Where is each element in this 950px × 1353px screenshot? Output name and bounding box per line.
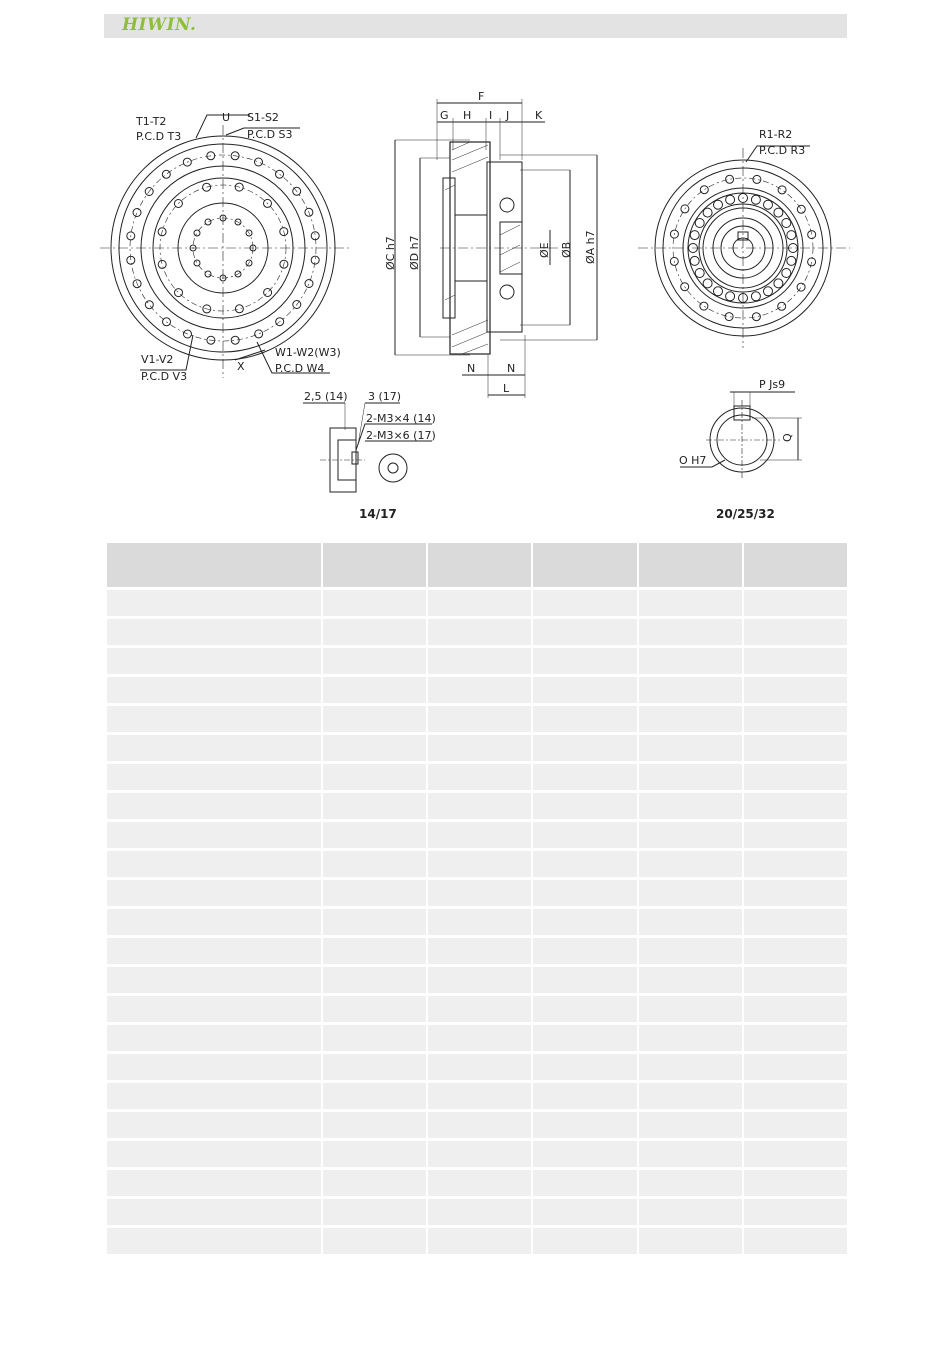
table-cell	[323, 619, 426, 645]
table-row	[107, 706, 847, 732]
table-row	[107, 1199, 847, 1225]
bolt-hole	[764, 200, 773, 209]
table-cell	[533, 735, 636, 761]
table-cell	[744, 1228, 847, 1254]
table-header-cell	[639, 543, 742, 587]
table-cell	[323, 764, 426, 790]
table-cell	[428, 1025, 531, 1051]
label-s1s2: S1-S2	[247, 111, 279, 124]
table-cell	[428, 793, 531, 819]
table-cell	[323, 1025, 426, 1051]
table-cell	[639, 619, 742, 645]
table-cell	[533, 1228, 636, 1254]
table-cell	[428, 648, 531, 674]
table-row	[107, 648, 847, 674]
bolt-hole	[162, 170, 170, 178]
bolt-hole	[782, 219, 791, 228]
bolt-hole	[231, 336, 239, 344]
label-o: O H7	[679, 454, 707, 467]
bolt-hole	[133, 209, 141, 217]
bolt-hole	[703, 208, 712, 217]
bolt-hole	[175, 289, 183, 297]
table-row	[107, 1141, 847, 1167]
table-cell	[639, 880, 742, 906]
table-cell	[639, 1141, 742, 1167]
table-cell	[323, 967, 426, 993]
table-cell	[107, 764, 321, 790]
table-cell	[107, 1141, 321, 1167]
table-cell	[639, 909, 742, 935]
technical-drawing	[0, 0, 950, 530]
label-pcd-t3: P.C.D T3	[136, 130, 182, 143]
table-cell	[744, 706, 847, 732]
table-cell	[428, 1170, 531, 1196]
label-i: I	[489, 109, 493, 122]
table-cell	[639, 590, 742, 616]
bolt-hole	[752, 313, 760, 321]
table-cell	[744, 793, 847, 819]
table-row	[107, 822, 847, 848]
table-row	[107, 996, 847, 1022]
table-cell	[639, 822, 742, 848]
table-row	[107, 938, 847, 964]
table-cell	[533, 706, 636, 732]
bolt-hole	[194, 260, 200, 266]
table-header-cell	[533, 543, 636, 587]
table-row	[107, 735, 847, 761]
bolt-hole	[725, 313, 733, 321]
label-w1w2: W1-W2(W3)	[275, 346, 341, 359]
bolt-hole	[205, 219, 211, 225]
bolt-hole	[690, 231, 699, 240]
table-cell	[744, 590, 847, 616]
label-e: ØE	[538, 242, 551, 258]
label-u: U	[222, 111, 231, 124]
table-cell	[107, 1199, 321, 1225]
label-a: ØA h7	[584, 230, 597, 264]
label-g: G	[440, 109, 449, 122]
table-cell	[533, 1083, 636, 1109]
table-cell	[323, 735, 426, 761]
bolt-hole	[787, 256, 796, 265]
table-cell	[744, 648, 847, 674]
table-cell	[533, 677, 636, 703]
table-cell	[428, 619, 531, 645]
table-row	[107, 851, 847, 877]
table-cell	[428, 822, 531, 848]
table-cell	[107, 1170, 321, 1196]
table-cell	[428, 1112, 531, 1138]
table-cell	[639, 1054, 742, 1080]
table-cell	[428, 1199, 531, 1225]
table-cell	[639, 1083, 742, 1109]
table-cell	[323, 1199, 426, 1225]
table-cell	[428, 1141, 531, 1167]
bolt-hole	[255, 330, 263, 338]
table-cell	[323, 648, 426, 674]
table-cell	[533, 793, 636, 819]
bolt-hole	[158, 260, 166, 268]
bolt-hole	[203, 183, 211, 191]
label-h: H	[463, 109, 472, 122]
label-j: J	[506, 109, 510, 122]
table-body	[107, 590, 847, 1254]
table-cell	[533, 648, 636, 674]
label-v1v2: V1-V2	[141, 353, 174, 366]
table-cell	[428, 880, 531, 906]
table-cell	[428, 938, 531, 964]
label-b: ØB	[560, 241, 573, 258]
table-cell	[744, 1141, 847, 1167]
table-cell	[107, 967, 321, 993]
bolt-hole	[255, 158, 263, 166]
table-cell	[744, 996, 847, 1022]
table-cell	[428, 735, 531, 761]
table-row	[107, 967, 847, 993]
label-r1r2: R1-R2	[759, 128, 793, 141]
table-row	[107, 1170, 847, 1196]
table-cell	[533, 967, 636, 993]
table-cell	[744, 938, 847, 964]
table-cell	[744, 851, 847, 877]
front-view-right	[638, 146, 850, 348]
bolt-hole	[681, 205, 689, 213]
table-row	[107, 764, 847, 790]
table-cell	[744, 677, 847, 703]
table-cell	[744, 880, 847, 906]
table-cell	[107, 590, 321, 616]
table-cell	[533, 1170, 636, 1196]
bolt-hole	[264, 289, 272, 297]
table-cell	[323, 793, 426, 819]
table-cell	[323, 677, 426, 703]
table-cell	[533, 1199, 636, 1225]
label-m3x4: 2-M3×4 (14)	[366, 412, 436, 425]
table-cell	[107, 822, 321, 848]
table-cell	[428, 996, 531, 1022]
label-x: X	[237, 360, 245, 373]
bolt-hole	[145, 301, 153, 309]
table-cell	[428, 706, 531, 732]
table-header-row	[107, 543, 847, 587]
bolt-hole	[751, 292, 760, 301]
table-cell	[428, 764, 531, 790]
label-l: L	[503, 382, 510, 395]
caption-right: 20/25/32	[716, 507, 775, 521]
label-p: P Js9	[759, 378, 786, 391]
table-cell	[428, 851, 531, 877]
bolt-hole	[695, 219, 704, 228]
table-cell	[107, 735, 321, 761]
table-row	[107, 1054, 847, 1080]
label-t1t2: T1-T2	[136, 115, 167, 128]
table-cell	[533, 851, 636, 877]
bolt-hole	[797, 205, 805, 213]
label-c: ØC h7	[384, 236, 397, 270]
bolt-hole	[782, 269, 791, 278]
table-cell	[107, 648, 321, 674]
table-cell	[107, 619, 321, 645]
table-cell	[744, 1054, 847, 1080]
table-cell	[323, 1083, 426, 1109]
table-row	[107, 1228, 847, 1254]
table-cell	[107, 706, 321, 732]
table-cell	[323, 1228, 426, 1254]
table-cell	[533, 938, 636, 964]
table-cell	[428, 1083, 531, 1109]
table-cell	[428, 590, 531, 616]
bolt-hole	[194, 230, 200, 236]
table-cell	[639, 938, 742, 964]
table-cell	[639, 764, 742, 790]
bolt-hole	[751, 195, 760, 204]
label-n-left: N	[467, 362, 476, 375]
table-cell	[107, 851, 321, 877]
bolt-hole	[714, 287, 723, 296]
table-cell	[107, 1025, 321, 1051]
table-cell	[323, 1170, 426, 1196]
bolt-hole	[764, 287, 773, 296]
caption-left: 14/17	[359, 507, 397, 521]
table-cell	[744, 764, 847, 790]
label-dim-3: 3 (17)	[368, 390, 402, 403]
table-cell	[744, 735, 847, 761]
table-cell	[639, 677, 742, 703]
brand-logo: HIWIN.	[122, 15, 197, 35]
table-cell	[533, 1141, 636, 1167]
table-row	[107, 1083, 847, 1109]
table-cell	[533, 880, 636, 906]
table-cell	[533, 822, 636, 848]
table-cell	[323, 851, 426, 877]
table-cell	[639, 1025, 742, 1051]
table-cell	[744, 1170, 847, 1196]
front-view-left	[100, 115, 350, 378]
table-cell	[744, 1083, 847, 1109]
table-cell	[428, 1228, 531, 1254]
table-cell	[428, 677, 531, 703]
label-pcd-v3: P.C.D V3	[141, 370, 188, 383]
table-cell	[533, 619, 636, 645]
bolt-hole	[311, 256, 319, 264]
bolt-hole	[311, 232, 319, 240]
table-cell	[107, 909, 321, 935]
table-row	[107, 1112, 847, 1138]
table-cell	[744, 619, 847, 645]
table-cell	[639, 967, 742, 993]
table-row	[107, 880, 847, 906]
bolt-hole	[127, 256, 135, 264]
table-cell	[428, 1054, 531, 1080]
bolt-hole	[774, 208, 783, 217]
table-cell	[639, 706, 742, 732]
table-cell	[107, 793, 321, 819]
table-cell	[639, 851, 742, 877]
table-row	[107, 1025, 847, 1051]
table-cell	[744, 822, 847, 848]
label-pcd-w4: P.C.D W4	[275, 362, 325, 375]
table-cell	[533, 764, 636, 790]
table-cell	[639, 1170, 742, 1196]
bolt-hole	[690, 256, 699, 265]
table-cell	[107, 1054, 321, 1080]
table-cell	[107, 1228, 321, 1254]
label-k: K	[535, 109, 543, 122]
table-cell	[639, 1112, 742, 1138]
table-cell	[744, 1025, 847, 1051]
table-cell	[107, 1083, 321, 1109]
table-cell	[107, 938, 321, 964]
label-pcd-s3: P.C.D S3	[247, 128, 293, 141]
label-n-right: N	[507, 362, 516, 375]
bolt-hole	[174, 200, 182, 208]
table-cell	[533, 1054, 636, 1080]
table-cell	[107, 677, 321, 703]
bolt-hole	[700, 302, 708, 310]
table-cell	[533, 590, 636, 616]
table-cell	[107, 1112, 321, 1138]
bolt-hole	[205, 271, 211, 277]
bolt-hole	[774, 279, 783, 288]
table-cell	[323, 909, 426, 935]
bolt-hole	[714, 200, 723, 209]
table-cell	[639, 1228, 742, 1254]
bolt-hole	[695, 269, 704, 278]
bolt-hole	[235, 305, 243, 313]
table-cell	[107, 880, 321, 906]
table-cell	[533, 996, 636, 1022]
table-header-cell	[107, 543, 321, 587]
spec-table	[105, 540, 849, 1257]
table-cell	[323, 706, 426, 732]
table-cell	[107, 996, 321, 1022]
bolt-hole	[787, 231, 796, 240]
table-cell	[639, 996, 742, 1022]
table-cell	[323, 1112, 426, 1138]
label-dim-2-5: 2,5 (14)	[304, 390, 348, 403]
bolt-hole	[726, 195, 735, 204]
table-cell	[639, 648, 742, 674]
table-cell	[323, 1141, 426, 1167]
bolt-hole	[703, 279, 712, 288]
bolt-hole	[305, 280, 313, 288]
label-q: Q	[781, 433, 794, 442]
bolt-hole	[778, 302, 786, 310]
table-cell	[533, 1025, 636, 1051]
table-header-cell	[323, 543, 426, 587]
table-cell	[639, 1199, 742, 1225]
table-cell	[744, 909, 847, 935]
bolt-hole	[700, 186, 708, 194]
table-cell	[639, 735, 742, 761]
table-header-cell	[428, 543, 531, 587]
table-cell	[323, 996, 426, 1022]
table-cell	[323, 880, 426, 906]
table-cell	[744, 1112, 847, 1138]
label-m3x6: 2-M3×6 (17)	[366, 429, 436, 442]
table-cell	[744, 1199, 847, 1225]
label-f: F	[478, 90, 485, 103]
table-cell	[744, 967, 847, 993]
label-pcd-r3: P.C.D R3	[759, 144, 806, 157]
table-row	[107, 677, 847, 703]
bolt-hole	[726, 175, 734, 183]
table-header-cell	[744, 543, 847, 587]
table-cell	[323, 938, 426, 964]
table-cell	[323, 1054, 426, 1080]
bolt-hole	[778, 186, 786, 194]
table-row	[107, 909, 847, 935]
table-cell	[428, 909, 531, 935]
table-cell	[428, 967, 531, 993]
table-cell	[533, 1112, 636, 1138]
table-row	[107, 619, 847, 645]
bolt-hole	[753, 175, 761, 183]
table-row	[107, 793, 847, 819]
table-cell	[639, 793, 742, 819]
table-cell	[533, 909, 636, 935]
bolt-hole	[797, 283, 805, 291]
bolt-hole	[726, 292, 735, 301]
table-cell	[323, 822, 426, 848]
table-row	[107, 590, 847, 616]
table-cell	[323, 590, 426, 616]
bolt-hole	[276, 170, 284, 178]
bolt-hole	[183, 158, 191, 166]
label-d: ØD h7	[408, 235, 421, 270]
